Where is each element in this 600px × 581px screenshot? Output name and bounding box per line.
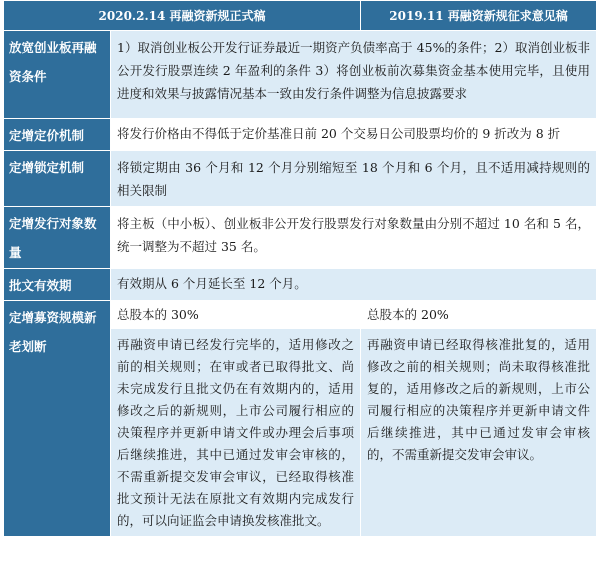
final-transition-rule: 再融资申请已经发行完毕的，适用修改之前的相关规则；在审或者已取得批文、尚未完成发行且批文仍在有效期内的，适用修改之后的新规则，上市公司履行相应的决策程序并更新申请文件或办理会后事项后继续推进，其中已通过发审会审核的，不需重新提交发审会审议，已经取得核准批文预计无法在原批文有效期内完成发行的，可以向证监会申请换发核准批文。 bbox=[111, 329, 361, 537]
table-row bbox=[4, 151, 597, 207]
row-label: 定增定价机制 bbox=[4, 119, 111, 151]
row-content: 将主板（中小板）、创业板非公开发行股票发行对象数量由分别不超过 10 名和 5 名，统一调整为不超过 35 名。 bbox=[111, 207, 597, 269]
header-final-version: 2020.2.14 再融资新规正式稿 bbox=[4, 1, 361, 31]
draft-ratio-cell: 总股本的 20% bbox=[361, 301, 597, 329]
table-row bbox=[4, 269, 597, 301]
row-label: 定增募资规模新老划断 bbox=[4, 301, 111, 537]
row-label: 定增锁定机制 bbox=[4, 151, 111, 207]
table-header-row bbox=[4, 1, 597, 31]
table-row bbox=[4, 119, 597, 151]
row-content: 将发行价格由不得低于定价基准日前 20 个交易日公司股票均价的 9 折改为 8 折 bbox=[111, 119, 597, 151]
row-content: 1）取消创业板公开发行证券最近一期资产负债率高于 45%的条件；2）取消创业板非公开发行股票连续 2 年盈利的条件 3）将创业板前次募集资金基本使用完毕，且使用进度和效果与披露情况基本一致由发行条件调整为信息披露要求 bbox=[111, 31, 597, 119]
row-label: 批文有效期 bbox=[4, 269, 111, 301]
table-row bbox=[4, 31, 597, 119]
row-label: 定增发行对象数量 bbox=[4, 207, 111, 269]
row-content: 将锁定期由 36 个月和 12 个月分别缩短至 18 个月和 6 个月，且不适用减持规则的相关限制 bbox=[111, 151, 597, 207]
table-row bbox=[4, 207, 597, 269]
row-label: 放宽创业板再融资条件 bbox=[4, 31, 111, 119]
table-row-split-head bbox=[4, 301, 597, 329]
header-draft-version: 2019.11 再融资新规征求意见稿 bbox=[361, 1, 597, 31]
refinancing-rules-table bbox=[3, 0, 597, 537]
row-content: 有效期从 6 个月延长至 12 个月。 bbox=[111, 269, 597, 301]
draft-transition-rule: 再融资申请已经取得核准批复的，适用修改之前的相关规则；尚未取得核准批复的，适用修改之后的新规则，上市公司履行相应的决策程序并更新申请文件后继续推进，其中已通过发审会审核的，不需重新提交发审会审议。 bbox=[361, 329, 597, 537]
final-ratio-cell: 总股本的 30% bbox=[111, 301, 361, 329]
